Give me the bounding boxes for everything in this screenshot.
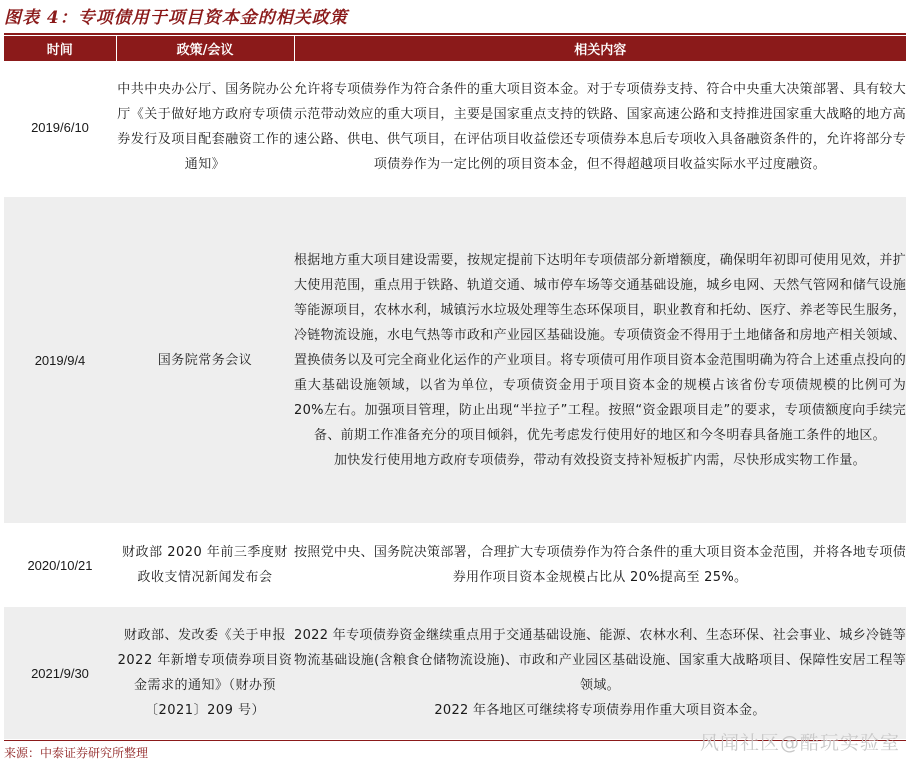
row-date: 2021/9/30	[4, 605, 116, 739]
row-content	[294, 605, 906, 739]
figure-title: 图表 4：专项债用于项目资本金的相关政策	[4, 8, 348, 28]
row-policy: 中共中央办公厅、国务院办公厅《关于做好地方政府专项债券发行及项目配套融资工作的通知》	[116, 61, 294, 195]
content-paragraph: 加快发行使用地方政府专项债券，带动有效投资支持补短板扩内需，尽快形成实物工作量。	[333, 452, 866, 468]
row-policy: 财政部 2020 年前三季度财政收支情况新闻发布会	[116, 525, 294, 605]
row-policy: 国务院常务会议	[116, 195, 294, 525]
content-paragraph: 2022 年专项债券资金继续重点用于交通基础设施、能源、农林水利、生态环保、社会事业、城乡冷链等物流基础设施(含粮食仓储物流设施)、市政和产业园区基础设施、国家重大战略项目、保障性安居工程等领域。	[294, 628, 906, 693]
table-row	[4, 605, 906, 739]
row-content	[294, 61, 906, 195]
content-paragraph: 允许将专项债券作为符合条件的重大项目资本金。对于专项债券支持、符合中央重大决策部署、具有较大示范带动效应的重大项目，主要是国家重点支持的铁路、国家高速公路和支持推进国家重大战略的地方高速公路、供电、供气项目，在评估项目收益偿还专项债券本息后专项收入具备融资条件的，允许将部分专项债券作为一定比例的项目资本金，但不得超越项目收益实际水平过度融资。	[294, 82, 906, 172]
row-date: 2020/10/21	[4, 525, 116, 605]
row-content	[294, 195, 906, 525]
table-row	[4, 525, 906, 605]
row-date: 2019/9/4	[4, 195, 116, 525]
table-header-row	[4, 36, 906, 61]
row-content	[294, 525, 906, 605]
policy-table	[4, 36, 906, 739]
table-row	[4, 195, 906, 525]
header-date: 时间	[4, 36, 116, 61]
content-paragraph: 根据地方重大项目建设需要，按规定提前下达明年专项债部分新增额度，确保明年初即可使用见效，并扩大使用范围，重点用于铁路、轨道交通、城市停车场等交通基础设施，城乡电网、天然气管网和储气设施等能源项目，农林水利，城镇污水垃圾处理等生态环保项目，职业教育和托幼、医疗、养老等民生服务，冷链物流设施，水电气热等市政和产业园区基础设施。专项债资金不得用于土地储备和房地产相关领域、置换债务以及可完全商业化运作的产业项目。将专项债可用作项目资本金范围明确为符合上述重点投向的重大基础设施领域，以省为单位，专项债资金用于项目资本金的规模占该省份专项债规模的比例可为 20%左右。加强项目管理，防止出现“半拉子”工程。按照“资金跟项目走”的要求，专项债额度向手续完备、前期工作准备充分的项目倾斜，优先考虑发行使用好的地区和今冬明春具备施工条件的地区。	[294, 252, 906, 443]
table-row	[4, 61, 906, 195]
watermark: 风闻社区@酷玩实验室	[699, 732, 900, 754]
title-rule	[4, 33, 906, 35]
content-paragraph: 2022 年各地区可继续将专项债券用作重大项目资本金。	[434, 703, 766, 718]
header-content: 相关内容	[294, 36, 906, 61]
header-policy: 政策/会议	[116, 36, 294, 61]
row-date: 2019/6/10	[4, 61, 116, 195]
content-paragraph: 按照党中央、国务院决策部署，合理扩大专项债券作为符合条件的重大项目资本金范围，并将各地专项债券用作项目资本金规模占比从 20%提高至 25%。	[294, 545, 906, 585]
row-policy: 财政部、发改委《关于申报 2022 年新增专项债券项目资金需求的通知》（财办预〔2021〕209 号）	[116, 605, 294, 739]
source-note: 来源：中泰证券研究所整理	[4, 746, 149, 760]
